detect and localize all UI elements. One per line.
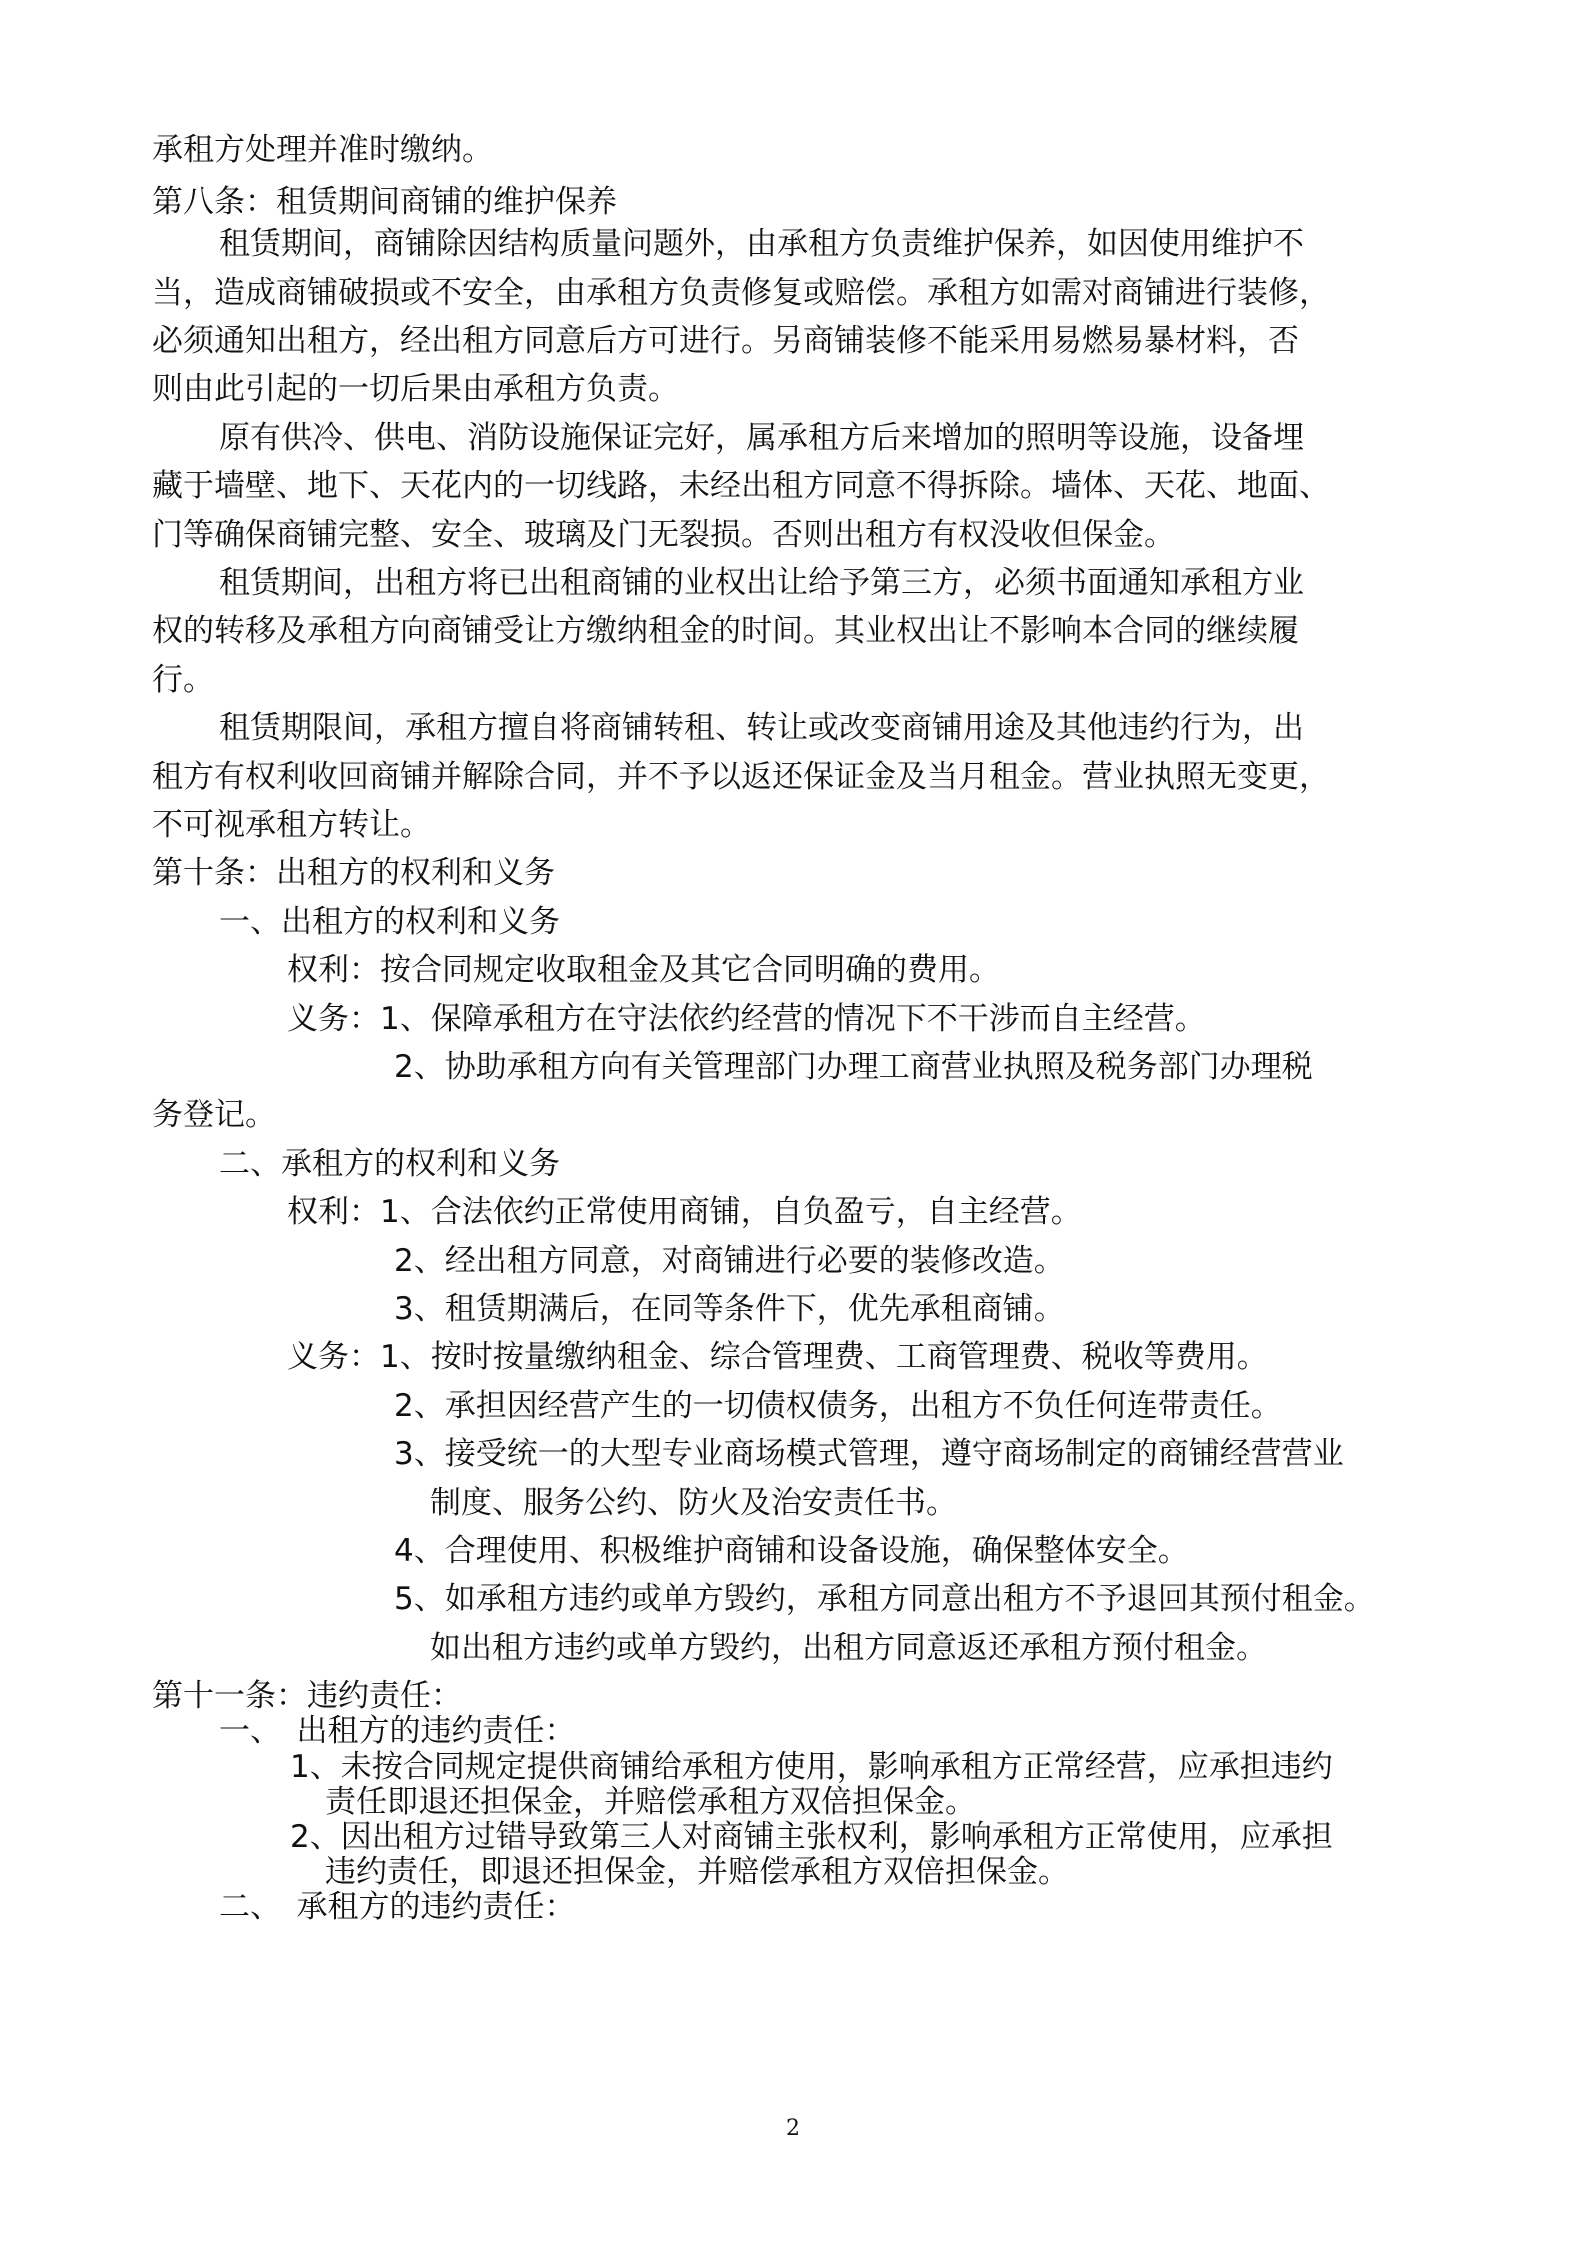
text-line: 不可视承租方转让。 bbox=[152, 807, 431, 843]
text-line: 租赁期限间，承租方擅自将商铺转租、转让或改变商铺用途及其他违约行为，出 bbox=[219, 710, 1304, 746]
text-line: 权利：1、合法依约正常使用商铺，自负盈亏，自主经营。 bbox=[287, 1194, 1082, 1230]
text-line: 如出租方违约或单方毁约，出租方同意返还承租方预付租金。 bbox=[430, 1630, 1267, 1666]
text-line: 行。 bbox=[152, 662, 214, 698]
text-line: 2、经出租方同意，对商铺进行必要的装修改造。 bbox=[394, 1243, 1065, 1279]
text-line: 门等确保商铺完整、安全、玻璃及门无裂损。否则出租方有权没收但保金。 bbox=[152, 517, 1175, 553]
text-line: 1、未按合同规定提供商铺给承租方使用，影响承租方正常经营，应承担违约 bbox=[290, 1749, 1333, 1785]
sub-heading: 二、承租方的权利和义务 bbox=[219, 1146, 560, 1182]
text-line: 藏于墙壁、地下、天花内的一切线路，未经出租方同意不得拆除。墙体、天花、地面、 bbox=[152, 468, 1330, 504]
text-line: 4、合理使用、积极维护商铺和设备设施，确保整体安全。 bbox=[394, 1533, 1189, 1569]
text-line: 租方有权利收回商铺并解除合同，并不予以返还保证金及当月租金。营业执照无变更， bbox=[152, 759, 1330, 795]
text-line: 3、租赁期满后，在同等条件下，优先承租商铺。 bbox=[394, 1291, 1065, 1327]
text-line: 责任即退还担保金，并赔偿承租方双倍担保金。 bbox=[325, 1784, 976, 1820]
section-heading: 第八条：租赁期间商铺的维护保养 bbox=[152, 184, 617, 220]
text-line: 权的转移及承租方向商铺受让方缴纳租金的时间。其业权出让不影响本合同的继续履 bbox=[152, 613, 1299, 649]
text-line: 2、协助承租方向有关管理部门办理工商营业执照及税务部门办理税 bbox=[394, 1049, 1313, 1085]
text-line: 权利：按合同规定收取租金及其它合同明确的费用。 bbox=[287, 952, 1000, 988]
text-line: 租赁期间，商铺除因结构质量问题外，由承租方负责维护保养，如因使用维护不 bbox=[219, 226, 1304, 262]
sub-heading: 一、出租方的权利和义务 bbox=[219, 904, 560, 940]
text-line: 义务：1、保障承租方在守法依约经营的情况下不干涉而自主经营。 bbox=[287, 1001, 1206, 1037]
text-line: 原有供冷、供电、消防设施保证完好，属承租方后来增加的照明等设施，设备埋 bbox=[219, 420, 1304, 456]
text-line: 2、承担因经营产生的一切债权债务，出租方不负任何连带责任。 bbox=[394, 1388, 1282, 1424]
sub-heading: 一、 出租方的违约责任： bbox=[219, 1713, 576, 1749]
text-line: 承租方处理并准时缴纳。 bbox=[152, 132, 493, 168]
section-heading: 第十一条：违约责任： bbox=[152, 1678, 462, 1714]
text-line: 3、接受统一的大型专业商场模式管理，遵守商场制定的商铺经营营业 bbox=[394, 1436, 1344, 1472]
text-line: 必须通知出租方，经出租方同意后方可进行。另商铺装修不能采用易燃易暴材料，否 bbox=[152, 323, 1299, 359]
text-line: 2、因出租方过错导致第三人对商铺主张权利，影响承租方正常使用，应承担 bbox=[290, 1819, 1333, 1855]
text-line: 制度、服务公约、防火及治安责任书。 bbox=[430, 1485, 957, 1521]
text-line: 违约责任，即退还担保金，并赔偿承租方双倍担保金。 bbox=[325, 1854, 1069, 1890]
text-line: 义务：1、按时按量缴纳租金、综合管理费、工商管理费、税收等费用。 bbox=[287, 1339, 1268, 1375]
page-number: 2 bbox=[786, 2116, 800, 2141]
text-line: 则由此引起的一切后果由承租方负责。 bbox=[152, 371, 679, 407]
text-line: 5、如承租方违约或单方毁约，承租方同意出租方不予退回其预付租金。 bbox=[394, 1581, 1375, 1617]
sub-heading: 二、 承租方的违约责任： bbox=[219, 1889, 576, 1925]
text-line: 租赁期间，出租方将已出租商铺的业权出让给予第三方，必须书面通知承租方业 bbox=[219, 565, 1304, 601]
text-line: 务登记。 bbox=[152, 1097, 276, 1133]
text-line: 当，造成商铺破损或不安全，由承租方负责修复或赔偿。承租方如需对商铺进行装修， bbox=[152, 275, 1330, 311]
section-heading: 第十条：出租方的权利和义务 bbox=[152, 855, 555, 891]
